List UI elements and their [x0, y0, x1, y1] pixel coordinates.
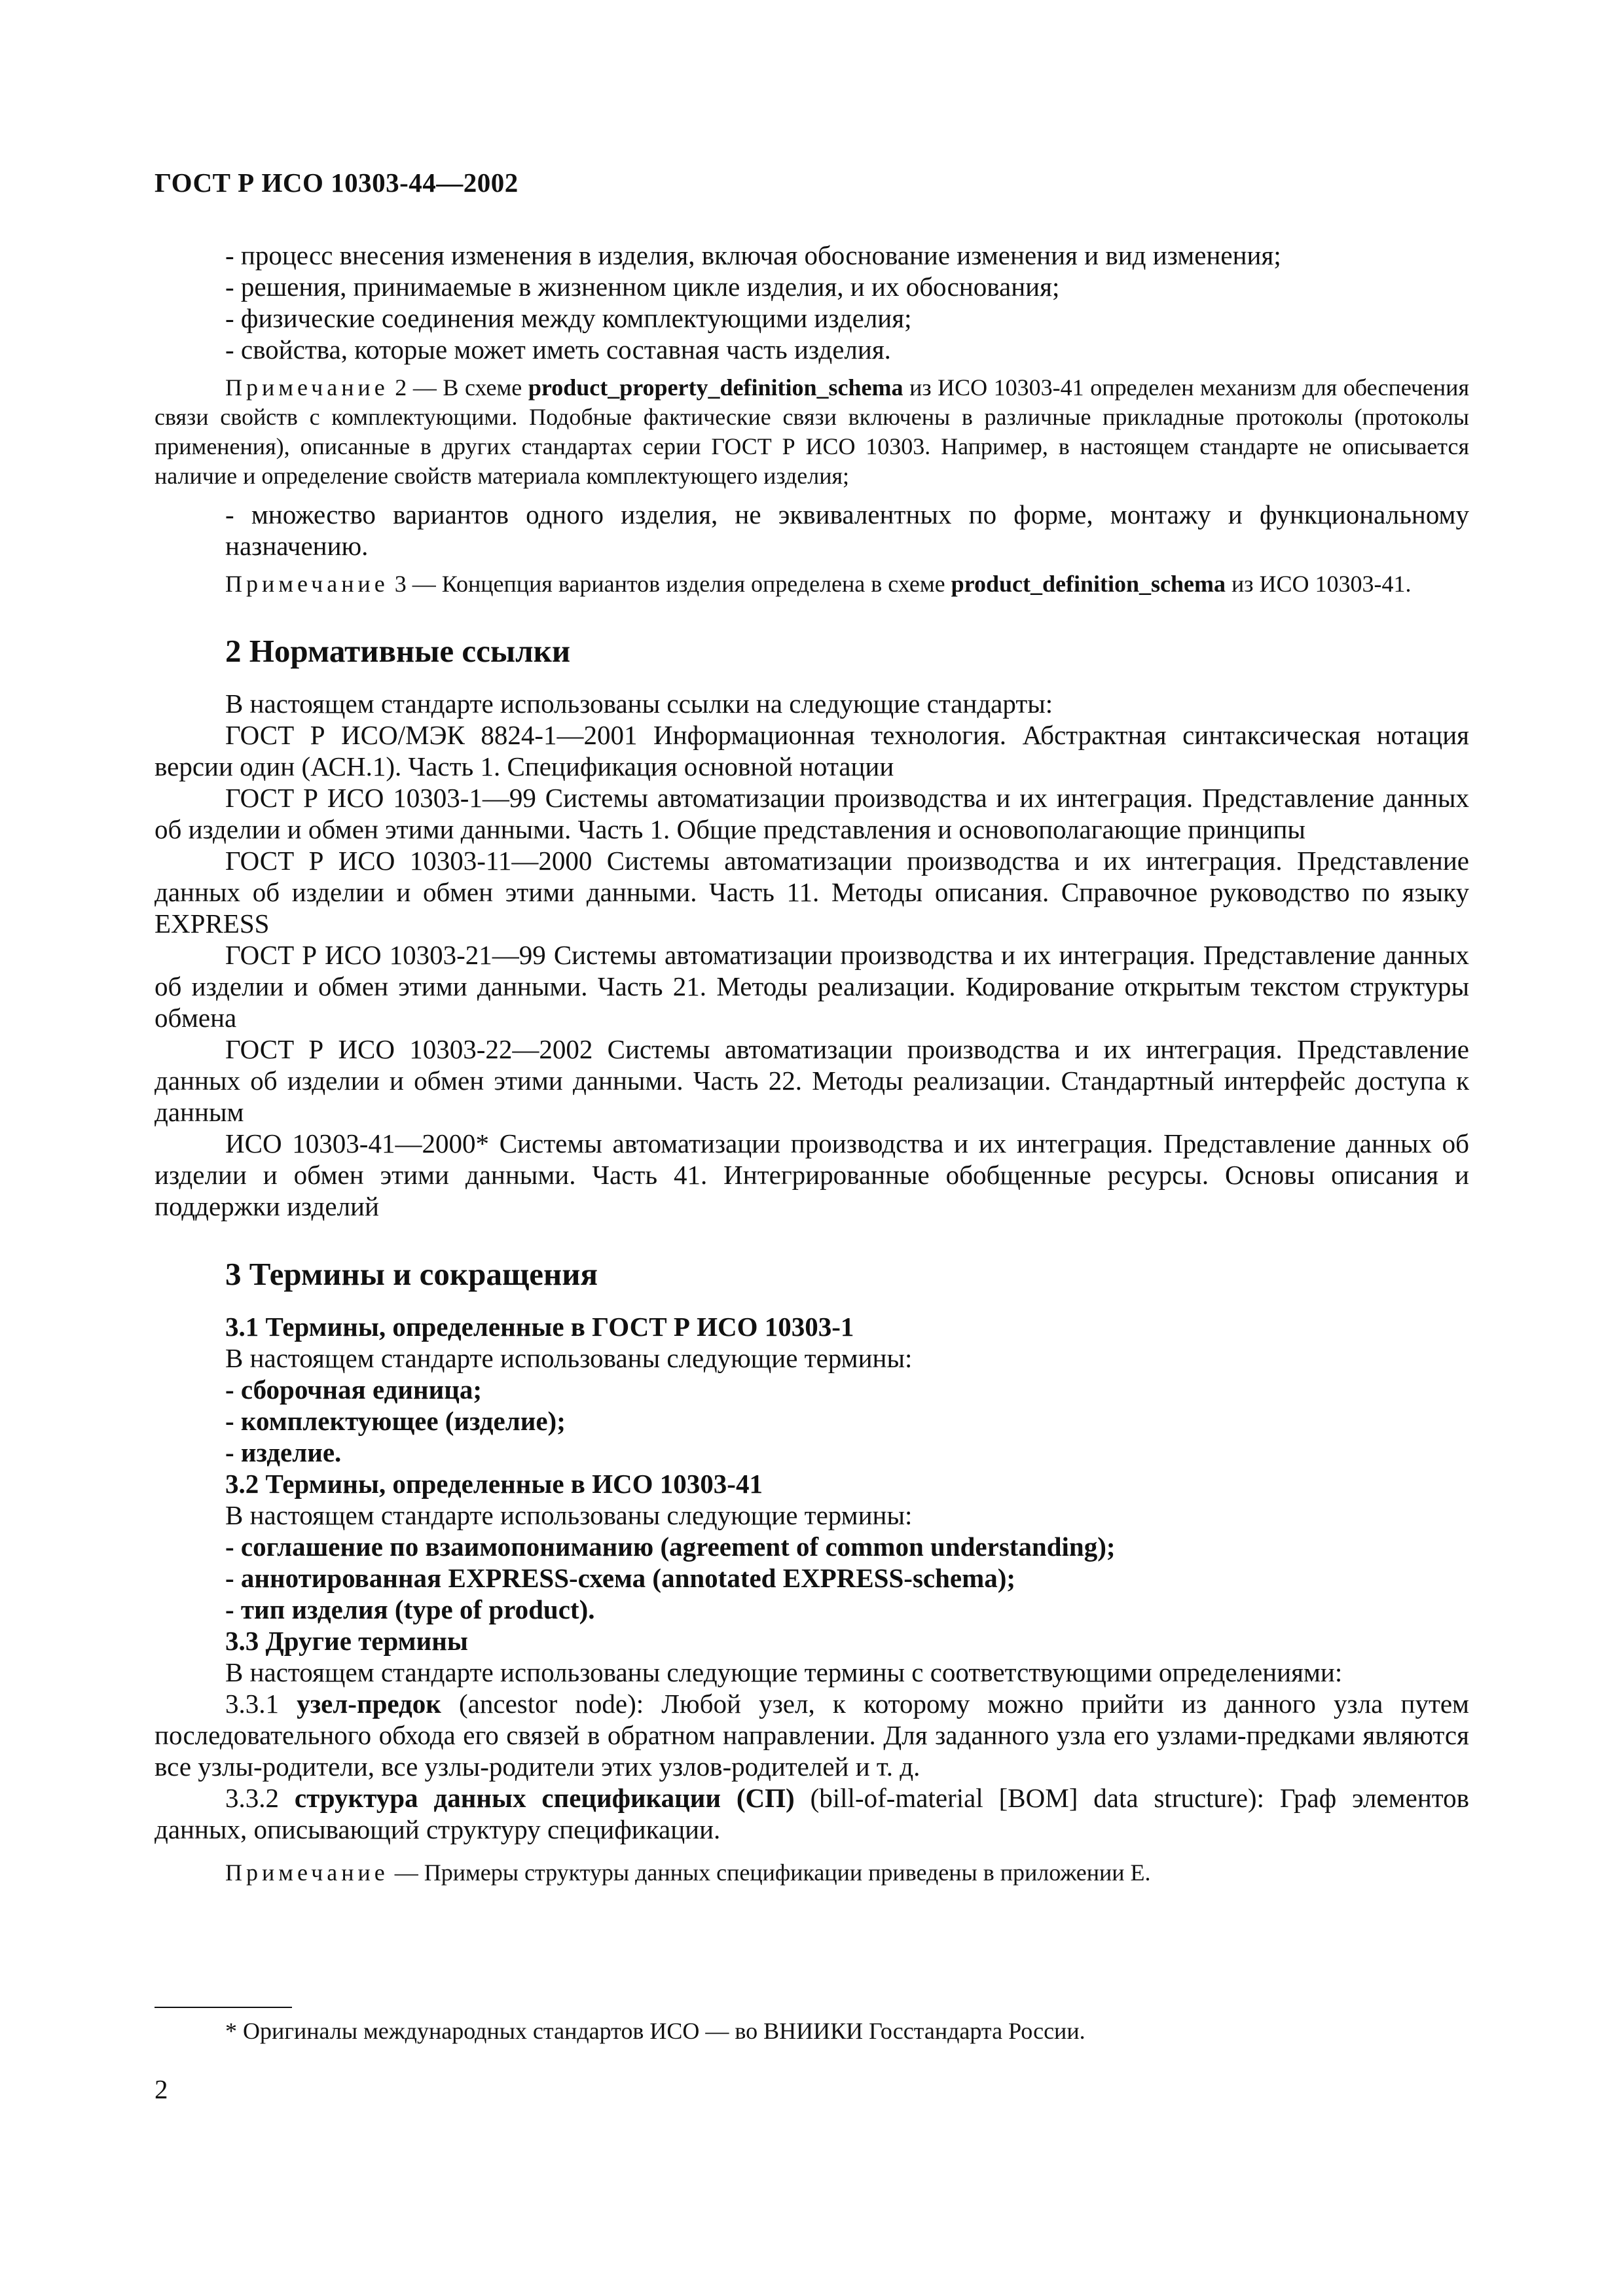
note-text: из ИСО 10303-41 определен механизм для обеспечения связи свойств с комплектующими. Подобные фактические связи включены в различные прикладные протоколы (протоколы применения), описанные в других стандартах серии ГОСТ Р ИСО 10303. Например, в настоящем стандарте не описывается наличие и определение свойств материала комплектующего изделия; — [155, 374, 1470, 489]
subsection-3-3-title: 3.3 Другие термины — [225, 1626, 468, 1656]
note-label: Примечание — [225, 374, 389, 401]
note-term: product_property_definition_schema — [528, 374, 903, 401]
note-label: Примечание — [225, 1859, 389, 1886]
term-item: - аннотированная EXPRESS-схема (annotated EXPRESS-schema); — [225, 1563, 1016, 1593]
definition-3-3-1 — [155, 1688, 1469, 1782]
term-item: - соглашение по взаимопониманию (agreement of common understanding); — [225, 1532, 1116, 1562]
list-item: - физические соединения между комплектующими изделия; — [225, 303, 912, 333]
note-2 — [155, 373, 1469, 491]
normative-reference: ГОСТ Р ИСО 10303-22—2002 Системы автоматизации производства и их интеграция. Представление данных об изделии и обмен этими данными. Часть 22. Методы реализации. Стандартный интерфейс доступа к данным — [155, 1034, 1469, 1127]
note-number: 3 — Концепция вариантов изделия определена в схеме — [388, 571, 951, 597]
normative-reference: ИСО 10303-41—2000* Системы автоматизации производства и их интеграция. Представление данных об изделии и обмен этими данными. Часть 41. Интегрированные обобщенные ресурсы. Основы описания и поддержки изделий — [155, 1128, 1469, 1221]
note-text: — Примеры структуры данных спецификации приведены в приложении Е. — [388, 1859, 1151, 1886]
definition-term: структура данных спецификации (СП) — [294, 1783, 795, 1813]
subsection-3-2-title: 3.2 Термины, определенные в ИСО 10303-41 — [225, 1469, 763, 1499]
subsection-3-2-intro: В настоящем стандарте использованы следующие термины: — [225, 1500, 913, 1530]
definition-number: 3.3.1 — [225, 1689, 297, 1719]
note-term: product_definition_schema — [951, 571, 1226, 597]
list-item-variants: - множество вариантов одного изделия, не эквивалентных по форме, монтажу и функциональному назначению. — [225, 499, 1469, 561]
normative-reference: ГОСТ Р ИСО/МЭК 8824-1—2001 Информационная технология. Абстрактная синтаксическая нотация версии один (АСН.1). Часть 1. Спецификация основной нотации — [155, 720, 1469, 781]
definition-text: (bill-of-material [BOM] data structure): Граф элементов данных, описывающий структуру спецификации. — [155, 1783, 1469, 1844]
definition-term: узел-предок — [297, 1689, 441, 1719]
note-text: из ИСО 10303-41. — [1225, 571, 1412, 597]
term-item: - тип изделия (type of product). — [225, 1594, 595, 1624]
note-3 — [155, 569, 1469, 599]
definition-text: (ancestor node): Любой узел, к которому можно прийти из данного узла путем последовательного обхода его связей в обратном направлении. Для заданного узла его узлами-предками являются все узлы-родители, все узлы-родители этих узлов-родителей и т. д. — [155, 1689, 1469, 1782]
section-2-intro: В настоящем стандарте использованы ссылки на следующие стандарты: — [225, 689, 1053, 719]
note-number: 2 — В схеме — [388, 374, 528, 401]
term-item: - комплектующее (изделие); — [225, 1406, 566, 1436]
note-3-3 — [155, 1858, 1469, 1888]
definition-number: 3.3.2 — [225, 1783, 295, 1813]
subsection-3-3-intro: В настоящем стандарте использованы следующие термины с соответствующими определениями: — [225, 1657, 1343, 1687]
footnote: * Оригиналы международных стандартов ИСО — во ВНИИКИ Госстандарта России. — [225, 2018, 1085, 2044]
subsection-3-1-intro: В настоящем стандарте использованы следующие термины: — [225, 1343, 913, 1373]
section-3-title: 3 Термины и сокращения — [225, 1256, 598, 1292]
normative-reference: ГОСТ Р ИСО 10303-11—2000 Системы автоматизации производства и их интеграция. Представление данных об изделии и обмен этими данными. Часть 11. Методы описания. Справочное руководство по языку EXPRESS — [155, 846, 1469, 939]
section-2-title: 2 Нормативные ссылки — [225, 633, 571, 669]
list-item: - свойства, которые может иметь составная часть изделия. — [225, 334, 891, 365]
page-header: ГОСТ Р ИСО 10303-44—2002 — [155, 168, 519, 198]
list-item: - решения, принимаемые в жизненном цикле изделия, и их обоснования; — [225, 272, 1060, 302]
definition-3-3-2 — [155, 1782, 1469, 1845]
normative-reference: ГОСТ Р ИСО 10303-21—99 Системы автоматизации производства и их интеграция. Представление данных об изделии и обмен этими данными. Часть 21. Методы реализации. Кодирование открытым текстом структуры обмена — [155, 940, 1469, 1033]
term-item: - изделие. — [225, 1437, 342, 1467]
list-item: - процесс внесения изменения в изделия, включая обоснование изменения и вид изменения; — [225, 240, 1281, 270]
note-label: Примечание — [225, 571, 389, 597]
page-number: 2 — [155, 2074, 168, 2104]
normative-reference: ГОСТ Р ИСО 10303-1—99 Системы автоматизации производства и их интеграция. Представление данных об изделии и обмен этими данными. Часть 1. Общие представления и основополагающие принципы — [155, 783, 1469, 844]
footnote-divider — [155, 2007, 292, 2008]
subsection-3-1-title: 3.1 Термины, определенные в ГОСТ Р ИСО 10303-1 — [225, 1312, 854, 1342]
term-item: - сборочная единица; — [225, 1374, 483, 1405]
page-content — [155, 240, 1469, 1895]
